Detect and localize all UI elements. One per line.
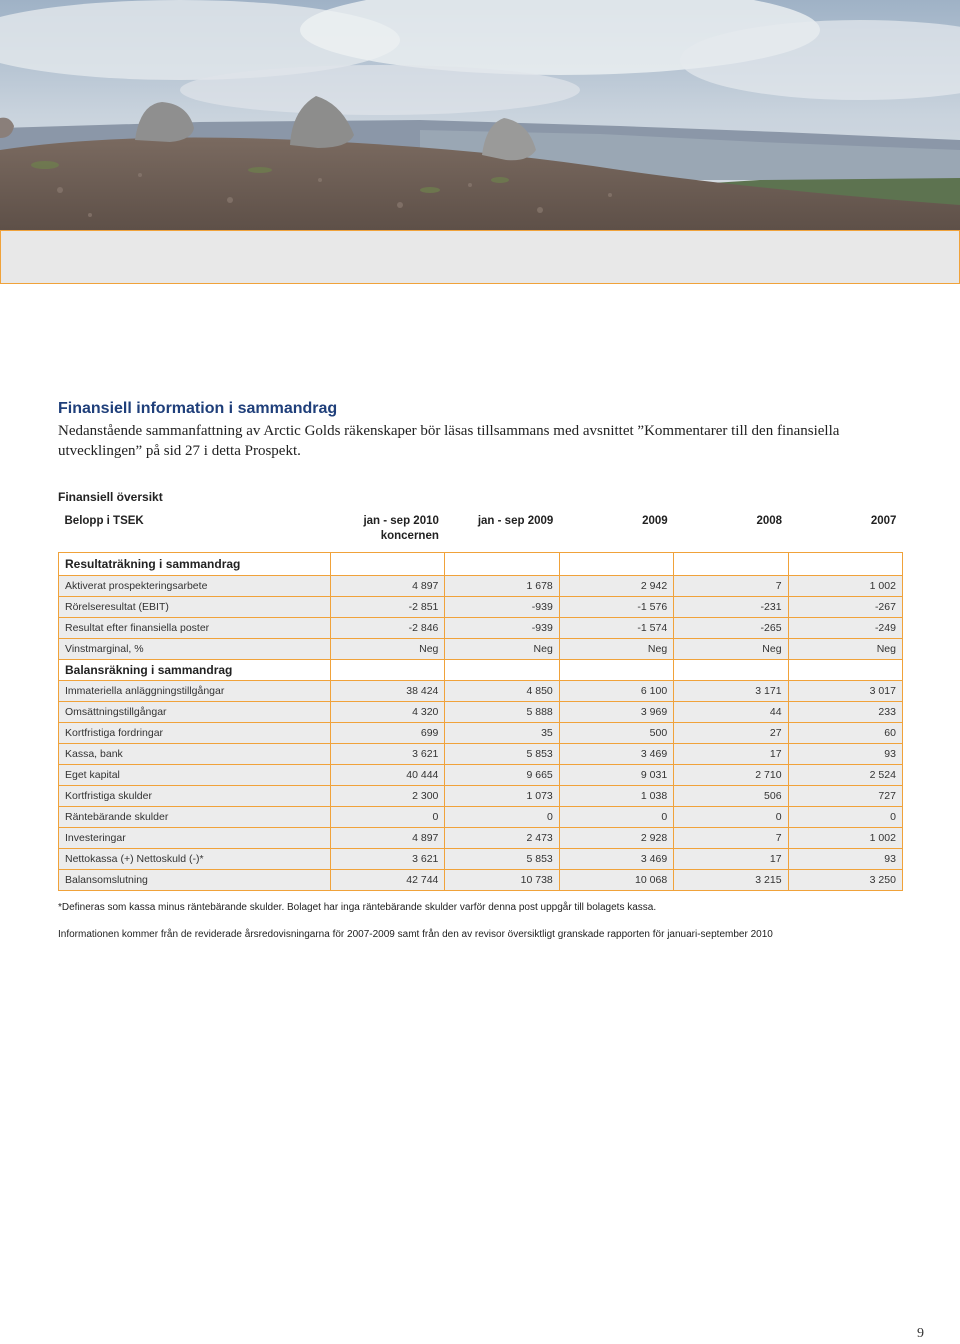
cell: 2 942 <box>559 576 673 597</box>
table-row <box>59 765 903 786</box>
table-row <box>59 639 903 660</box>
cell: 727 <box>788 786 902 807</box>
row-label: Rörelseresultat (EBIT) <box>59 597 331 618</box>
cell: 10 738 <box>445 870 559 891</box>
empty-cell <box>445 553 559 576</box>
column-header: 2008 <box>756 515 783 527</box>
cell: 699 <box>331 723 445 744</box>
cell: 2 300 <box>331 786 445 807</box>
row-label: Nettokassa (+) Nettoskuld (-)* <box>59 849 331 870</box>
row-label: Kortfristiga fordringar <box>59 723 331 744</box>
cell: 0 <box>559 807 673 828</box>
overview-title: Finansiell översikt <box>58 490 163 504</box>
cell: 5 853 <box>445 849 559 870</box>
cell: 4 320 <box>331 702 445 723</box>
cell: 3 621 <box>331 744 445 765</box>
cell: 500 <box>559 723 673 744</box>
cell: 1 678 <box>445 576 559 597</box>
cell: 27 <box>674 723 788 744</box>
cell: 0 <box>445 807 559 828</box>
cell: 44 <box>674 702 788 723</box>
section-label: Resultaträkning i sammandrag <box>59 553 331 576</box>
empty-cell <box>331 553 445 576</box>
cell: 4 850 <box>445 681 559 702</box>
cell: 10 068 <box>559 870 673 891</box>
cell: 2 473 <box>445 828 559 849</box>
cell: 4 897 <box>331 576 445 597</box>
row-label: Kassa, bank <box>59 744 331 765</box>
cell: Neg <box>331 639 445 660</box>
row-label: Kortfristiga skulder <box>59 786 331 807</box>
cell: 0 <box>788 807 902 828</box>
column-header: 2007 <box>870 515 897 527</box>
row-label: Omsättningstillgångar <box>59 702 331 723</box>
cell: 7 <box>674 576 788 597</box>
footnote-net-cash: *Defineras som kassa minus räntebärande skulder. Bolaget har inga räntebärande skulder varför denna post uppgår till bolagets kassa. <box>58 902 657 913</box>
cell: 6 100 <box>559 681 673 702</box>
table-row <box>59 723 903 744</box>
cell: 2 710 <box>674 765 788 786</box>
intro-paragraph: Nedanstående sammanfattning av Arctic Golds räkenskaper bör läsas tillsammans med avsnittet ”Kommentarer till den finansiella utvecklingen” på sid 27 i detta Prospekt. <box>58 423 840 459</box>
table-row <box>59 618 903 639</box>
cell: 2 524 <box>788 765 902 786</box>
cell: 3 250 <box>788 870 902 891</box>
table-row <box>59 702 903 723</box>
row-label: Räntebärande skulder <box>59 807 331 828</box>
cell: -939 <box>445 618 559 639</box>
empty-cell <box>674 660 788 681</box>
cell: 3 969 <box>559 702 673 723</box>
cell: Neg <box>788 639 902 660</box>
cell: 3 017 <box>788 681 902 702</box>
cell: 3 171 <box>674 681 788 702</box>
row-label: Resultat efter finansiella poster <box>59 618 331 639</box>
cell: -2 846 <box>331 618 445 639</box>
empty-cell <box>445 660 559 681</box>
cell: 9 031 <box>559 765 673 786</box>
cell: Neg <box>445 639 559 660</box>
page-number: 9 <box>917 1326 924 1341</box>
column-header: 2009 <box>642 515 668 527</box>
cell: -267 <box>788 597 902 618</box>
landscape-image <box>0 0 960 230</box>
cell: 35 <box>445 723 559 744</box>
row-label: Aktiverat prospekteringsarbete <box>59 576 331 597</box>
cell: 3 621 <box>331 849 445 870</box>
cell: 38 424 <box>331 681 445 702</box>
cell: -231 <box>674 597 788 618</box>
cell: 233 <box>788 702 902 723</box>
cell: 1 073 <box>445 786 559 807</box>
financial-overview-table <box>58 512 903 891</box>
row-label: Eget kapital <box>59 765 331 786</box>
table-row <box>59 828 903 849</box>
table-row <box>59 576 903 597</box>
row-label: Investeringar <box>59 828 331 849</box>
cell: 17 <box>674 744 788 765</box>
table-row <box>59 849 903 870</box>
cell: -249 <box>788 618 902 639</box>
cell: Neg <box>674 639 788 660</box>
cell: 506 <box>674 786 788 807</box>
table-row <box>59 870 903 891</box>
cell: 9 665 <box>445 765 559 786</box>
column-header: jan - sep 2009 <box>477 515 554 527</box>
cell: 0 <box>674 807 788 828</box>
cell: 17 <box>674 849 788 870</box>
table-row <box>59 744 903 765</box>
empty-cell <box>788 553 902 576</box>
cell: 5 853 <box>445 744 559 765</box>
cell: 5 888 <box>445 702 559 723</box>
section-title: Finansiell information i sammandrag <box>58 400 338 417</box>
cell: 42 744 <box>331 870 445 891</box>
section-row-income <box>59 553 903 576</box>
footnote-source: Informationen kommer från de reviderade årsredovisningarna för 2007-2009 samt från den av revisor översiktligt granskade rapporten för januari-september 2010 <box>58 929 773 940</box>
empty-cell <box>674 553 788 576</box>
cell: 3 469 <box>559 849 673 870</box>
cell: -1 576 <box>559 597 673 618</box>
row-label: Balansomslutning <box>59 870 331 891</box>
cell: 0 <box>331 807 445 828</box>
header-label: Belopp i TSEK <box>64 515 144 527</box>
cell: 1 002 <box>788 828 902 849</box>
cell: 1 002 <box>788 576 902 597</box>
table-row <box>59 681 903 702</box>
row-label: Immateriella anläggningstillgångar <box>59 681 331 702</box>
cell: 4 897 <box>331 828 445 849</box>
cell: 2 928 <box>559 828 673 849</box>
section-row-balance <box>59 660 903 681</box>
cell: 3 469 <box>559 744 673 765</box>
header-band <box>0 230 960 284</box>
table-header-row <box>59 512 903 553</box>
table-row <box>59 807 903 828</box>
cell: 7 <box>674 828 788 849</box>
table-row <box>59 597 903 618</box>
cell: -1 574 <box>559 618 673 639</box>
cell: -2 851 <box>331 597 445 618</box>
cell: -265 <box>674 618 788 639</box>
cell: 93 <box>788 849 902 870</box>
cell: -939 <box>445 597 559 618</box>
row-label: Vinstmarginal, % <box>59 639 331 660</box>
table-row <box>59 786 903 807</box>
section-label: Balansräkning i sammandrag <box>59 660 331 681</box>
cell: 1 038 <box>559 786 673 807</box>
empty-cell <box>559 553 673 576</box>
header-landscape-photo <box>0 0 960 230</box>
column-header: jan - sep 2010 koncernen <box>363 515 439 542</box>
cell: Neg <box>559 639 673 660</box>
empty-cell <box>559 660 673 681</box>
cell: 40 444 <box>331 765 445 786</box>
cell: 60 <box>788 723 902 744</box>
empty-cell <box>331 660 445 681</box>
cell: 3 215 <box>674 870 788 891</box>
cell: 93 <box>788 744 902 765</box>
empty-cell <box>788 660 902 681</box>
